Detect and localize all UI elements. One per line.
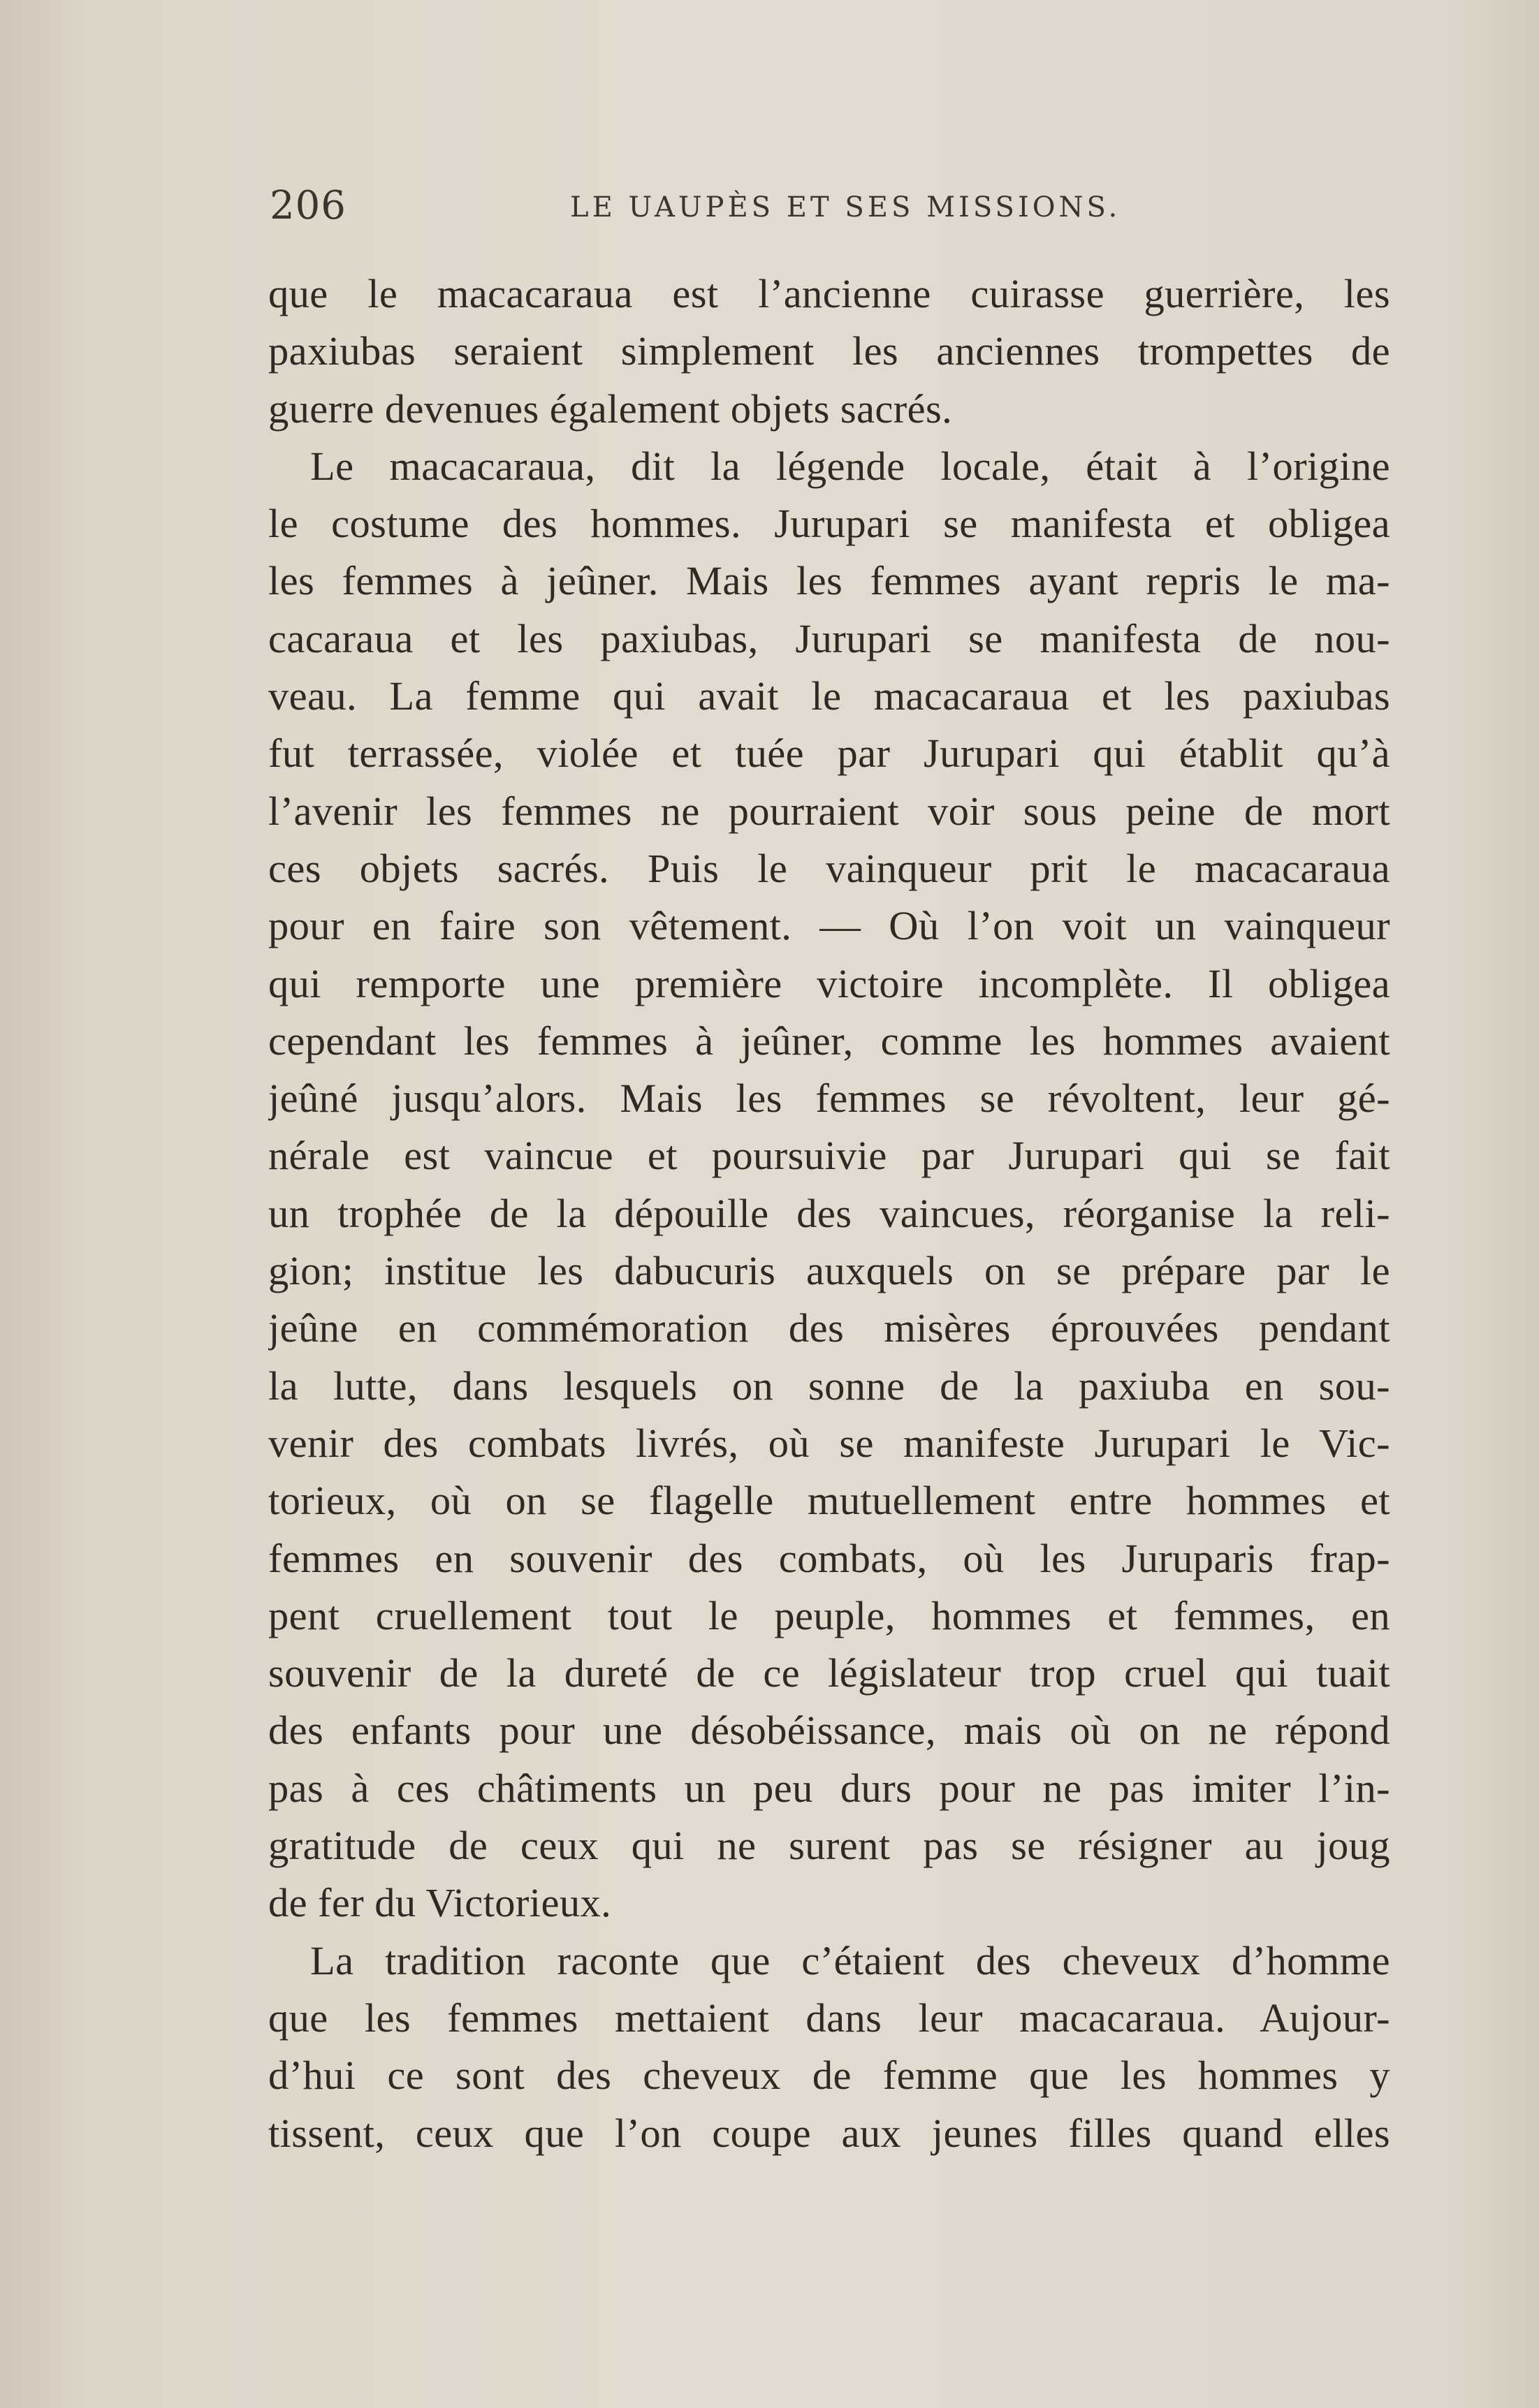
text-line: les femmes à jeûner. Mais les femmes ayant repris le ma- bbox=[268, 558, 1390, 604]
text-line: gion; institue les dabucuris auxquels on se prépare par le bbox=[268, 1248, 1390, 1294]
text-line: souvenir de la dureté de ce législateur trop cruel qui tuait bbox=[268, 1650, 1390, 1696]
text-line: la lutte, dans lesquels on sonne de la paxiuba en sou- bbox=[268, 1363, 1390, 1409]
body-text bbox=[268, 265, 1390, 2162]
text-line: venir des combats livrés, où se manifeste Jurupari le Vic- bbox=[268, 1420, 1390, 1466]
text-line: pas à ces châtiments un peu durs pour ne pas imiter l’in- bbox=[268, 1765, 1390, 1811]
text-line: un trophée de la dépouille des vaincues, réorganise la reli- bbox=[268, 1190, 1390, 1236]
text-line: des enfants pour une désobéissance, mais où on ne répond bbox=[268, 1708, 1390, 1754]
text-line: ces objets sacrés. Puis le vainqueur prit le macacaraua bbox=[268, 845, 1390, 891]
text-line: pour en faire son vêtement. — Où l’on voit un vainqueur bbox=[268, 903, 1390, 949]
text-line: La tradition raconte que c’étaient des cheveux d’homme bbox=[310, 1937, 1390, 1983]
text-line: qui remporte une première victoire incomplète. Il obligea bbox=[268, 960, 1390, 1006]
text-line: Le macacaraua, dit la légende locale, était à l’origine bbox=[310, 443, 1390, 489]
text-line: cependant les femmes à jeûner, comme les hommes avaient bbox=[268, 1018, 1390, 1064]
text-line: gratitude de ceux qui ne surent pas se résigner au joug bbox=[268, 1823, 1390, 1869]
text-line: paxiubas seraient simplement les anciennes trompettes de bbox=[268, 328, 1390, 374]
paragraph-continuation bbox=[268, 265, 1390, 438]
text-line: d’hui ce sont des cheveux de femme que les hommes y bbox=[268, 2053, 1390, 2099]
page-number: 206 bbox=[270, 183, 347, 228]
text-line: tissent, ceux que l’on coupe aux jeunes filles quand elles bbox=[268, 2110, 1390, 2156]
running-head bbox=[270, 183, 1385, 232]
text-line: femmes en souvenir des combats, où les Juruparis frap- bbox=[268, 1535, 1390, 1581]
text-line: l’avenir les femmes ne pourraient voir sous peine de mort bbox=[268, 788, 1390, 834]
text-line: que les femmes mettaient dans leur macacaraua. Aujour- bbox=[268, 1995, 1390, 2041]
paragraph-legend bbox=[268, 438, 1390, 1932]
text-line: guerre devenues également objets sacrés. bbox=[268, 386, 953, 432]
text-line: que le macacaraua est l’ancienne cuirasse guerrière, les bbox=[268, 271, 1390, 316]
text-line: de fer du Victorieux. bbox=[268, 1880, 612, 1926]
text-line: pent cruellement tout le peuple, hommes et femmes, en bbox=[268, 1592, 1390, 1638]
text-line: cacaraua et les paxiubas, Jurupari se manifesta de nou- bbox=[268, 615, 1390, 661]
text-line: fut terrassée, violée et tuée par Jurupari qui établit qu’à bbox=[268, 731, 1390, 777]
text-line: jeûné jusqu’alors. Mais les femmes se révoltent, leur gé- bbox=[268, 1075, 1390, 1122]
text-line: le costume des hommes. Jurupari se manifesta et obligea bbox=[268, 501, 1390, 547]
text-line: jeûne en commémoration des misères éprouvées pendant bbox=[268, 1305, 1390, 1351]
paragraph-tradition bbox=[268, 1932, 1390, 2162]
text-line: torieux, où on se flagelle mutuellement entre hommes et bbox=[268, 1478, 1390, 1524]
text-line: veau. La femme qui avait le macacaraua et les paxiubas bbox=[268, 673, 1390, 719]
running-title: LE UAUPÈS ET SES MISSIONS. bbox=[570, 191, 1121, 223]
text-line: nérale est vaincue et poursuivie par Jurupari qui se fait bbox=[268, 1133, 1390, 1179]
